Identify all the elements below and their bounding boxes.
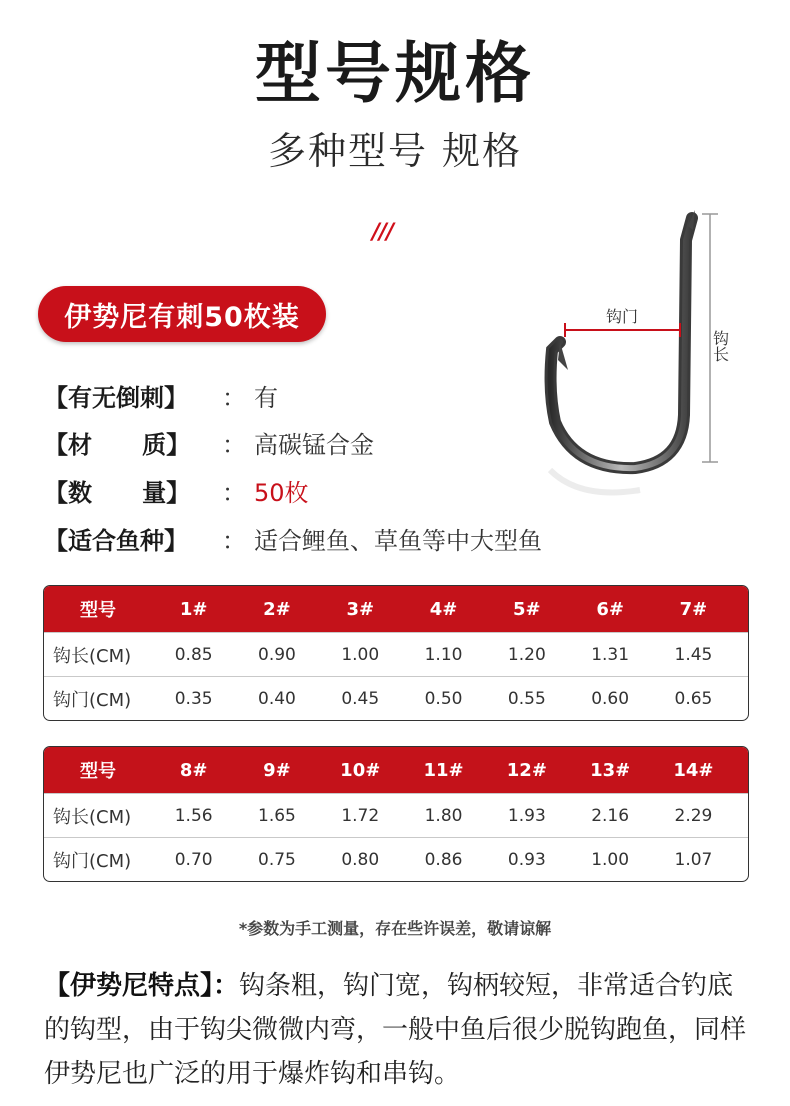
size-cell: 8# <box>179 759 208 781</box>
spec-value: 有 <box>254 384 278 412</box>
value-cell: 1.00 <box>591 849 630 870</box>
value-cell: 1.56 <box>174 805 213 826</box>
size-cell: 5# <box>513 598 541 620</box>
size-cell: 9# <box>263 759 291 781</box>
table-row <box>44 837 748 881</box>
value-cell: 0.55 <box>507 688 546 709</box>
spec-row-barb <box>44 381 278 415</box>
header-label: 型号 <box>80 761 116 782</box>
description-heading: 【伊势尼特点】： <box>44 971 240 1001</box>
page-title: 型号规格 <box>255 35 535 112</box>
value-cell: 1.20 <box>507 644 546 665</box>
spec-key: 【适合鱼种】 <box>44 527 188 555</box>
value-cell: 0.40 <box>258 688 296 709</box>
size-cell: 4# <box>429 598 458 620</box>
row-label: 钩长(CM) <box>53 645 132 667</box>
size-table-1 <box>43 585 749 721</box>
value-cell: 0.35 <box>174 688 213 709</box>
fishhook-diagram <box>520 200 750 500</box>
value-cell: 0.86 <box>424 849 463 870</box>
value-cell: 0.90 <box>258 644 296 665</box>
value-cell: 1.31 <box>591 644 630 665</box>
spec-colon: ： <box>222 384 246 412</box>
value-cell: 2.29 <box>674 805 713 826</box>
value-cell: 0.80 <box>341 849 380 870</box>
measurement-note: *参数为手工测量，存在些许误差，敬请谅解 <box>238 919 552 938</box>
value-cell: 0.60 <box>591 688 630 709</box>
table-header <box>44 586 748 632</box>
spec-row-material <box>44 428 374 462</box>
table-header <box>44 747 748 793</box>
value-cell: 1.65 <box>258 805 296 826</box>
product-badge: 伊势尼有刺50枚装 <box>38 286 326 342</box>
size-cell: 11# <box>423 759 464 781</box>
size-cell: 2# <box>263 598 291 620</box>
value-cell: 1.45 <box>674 644 713 665</box>
spec-colon: ： <box>222 527 246 555</box>
value-cell: 1.00 <box>341 644 380 665</box>
row-label: 钩门(CM) <box>53 850 132 872</box>
value-cell: 0.85 <box>174 644 213 665</box>
spec-key: 【材 质】 <box>44 431 191 459</box>
decorative-slashes: /// <box>372 220 394 245</box>
value-cell: 0.75 <box>258 849 296 870</box>
spec-key: 【有无倒刺】 <box>44 384 188 412</box>
value-cell: 0.93 <box>507 849 546 870</box>
size-cell: 6# <box>596 598 624 620</box>
page-subtitle: 多种型号 规格 <box>267 129 523 173</box>
spec-row-fish <box>44 524 542 558</box>
row-label: 钩门(CM) <box>53 689 132 711</box>
spec-value: 适合鲤鱼、草鱼等中大型鱼 <box>254 527 542 555</box>
size-cell: 10# <box>340 759 381 781</box>
size-cell: 12# <box>506 759 547 781</box>
table-row <box>44 676 748 720</box>
table-row <box>44 793 748 837</box>
value-cell: 1.07 <box>674 849 713 870</box>
value-cell: 1.80 <box>424 805 463 826</box>
value-cell: 2.16 <box>591 805 630 826</box>
spec-row-quantity <box>44 476 309 510</box>
value-cell: 1.93 <box>507 805 546 826</box>
table-row <box>44 632 748 676</box>
value-cell: 1.72 <box>341 805 380 826</box>
hook-shape <box>551 218 692 468</box>
size-cell: 14# <box>673 759 714 781</box>
spec-colon: ： <box>222 431 246 459</box>
value-cell: 0.50 <box>424 688 463 709</box>
row-label: 钩长(CM) <box>53 806 132 828</box>
size-cell: 3# <box>346 598 375 620</box>
value-cell: 0.70 <box>174 849 213 870</box>
value-cell: 0.65 <box>674 688 713 709</box>
description-text: 钩条粗，钩门宽，钩柄较短，非常适合钓底的钩型，由于钩尖微微内弯，一般中鱼后很少脱钩跑鱼，同样伊势尼也广泛的用于爆炸钩和串钩。 <box>44 971 747 1089</box>
hook-gap-label: 钩门 <box>605 307 639 326</box>
value-cell: 0.45 <box>341 688 380 709</box>
size-cell: 13# <box>590 759 631 781</box>
size-table-2 <box>43 746 749 882</box>
spec-value: 高碳锰合金 <box>254 431 374 459</box>
spec-colon: ： <box>222 479 246 507</box>
size-cell: 7# <box>679 598 708 620</box>
size-cell: 1# <box>179 598 208 620</box>
spec-key: 【数 量】 <box>44 479 191 507</box>
header-label: 型号 <box>80 600 116 621</box>
feature-description <box>44 964 749 1096</box>
spec-value: 50枚 <box>254 479 309 507</box>
value-cell: 1.10 <box>424 644 463 665</box>
hook-length-label: 钩长 <box>710 330 730 362</box>
